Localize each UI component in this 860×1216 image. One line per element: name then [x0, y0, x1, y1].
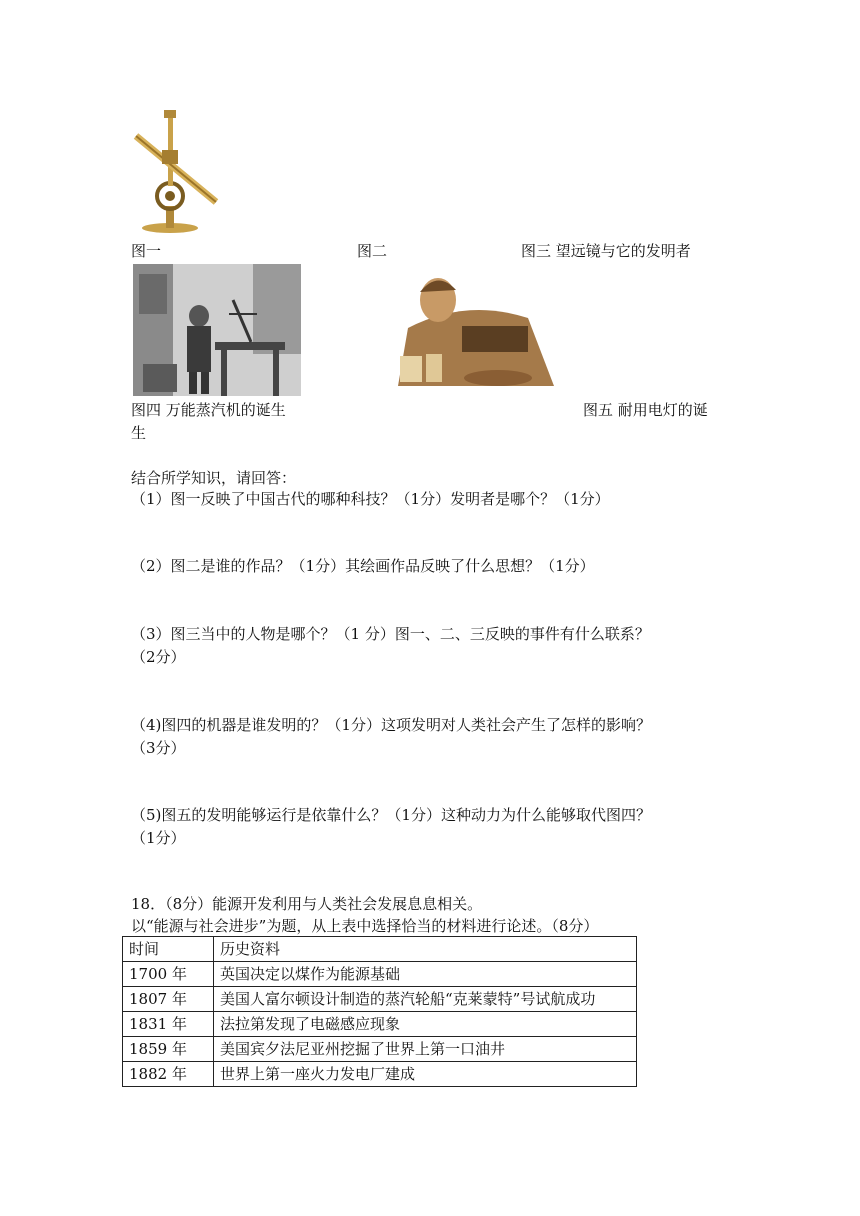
row-year: 1807 年 [123, 987, 214, 1012]
row-year: 1882 年 [123, 1062, 214, 1087]
telescope-image [128, 106, 224, 234]
table-row [123, 1062, 637, 1087]
row-year: 1859 年 [123, 1037, 214, 1062]
steam-engine-engraving [133, 264, 301, 396]
row-year: 1831 年 [123, 1012, 214, 1037]
row-text: 美国宾夕法尼亚州挖掘了世界上第一口油井 [214, 1037, 637, 1062]
question-18-heading: 18．（8分）能源开发利用与人类社会发展息息相关。 [131, 895, 483, 913]
column-header-time: 时间 [123, 937, 214, 962]
figure-5-caption: 图五 耐用电灯的诞 [583, 401, 708, 419]
edison-phonograph-photo [378, 268, 554, 386]
question-18-prompt: 以“能源与社会进步”为题，从上表中选择恰当的材料进行论述。（8分） [131, 917, 599, 935]
figure-2-caption: 图二 [357, 242, 388, 260]
table-row [123, 987, 637, 1012]
row-text: 美国人富尔顿设计制造的蒸汽轮船“克莱蒙特”号试航成功 [214, 987, 637, 1012]
row-text: 英国决定以煤作为能源基础 [214, 962, 637, 987]
question-4-cont: （3分） [131, 739, 186, 757]
history-table [122, 936, 637, 1087]
question-3: （3）图三当中的人物是哪个？（1 分）图一、二、三反映的事件有什么联系？ [131, 625, 650, 643]
figure-4-caption: 图四 万能蒸汽机的诞生 [131, 401, 286, 419]
row-text: 世界上第一座火力发电厂建成 [214, 1062, 637, 1087]
table-header-row [123, 937, 637, 962]
question-4: （4)图四的机器是谁发明的？（1分）这项发明对人类社会产生了怎样的影响？ [131, 716, 651, 734]
table-row [123, 1037, 637, 1062]
table-row [123, 1012, 637, 1037]
question-5-cont: （1分） [131, 829, 186, 847]
column-header-material: 历史资料 [214, 937, 637, 962]
figure-4-caption-wrap: 生 [131, 424, 147, 442]
row-year: 1700 年 [123, 962, 214, 987]
table-row [123, 962, 637, 987]
question-3-cont: （2分） [131, 648, 186, 666]
question-5: （5)图五的发明能够运行是依靠什么？（1分）这种动力为什么能够取代图四？ [131, 806, 651, 824]
instruction-text: 结合所学知识，请回答： [131, 469, 297, 487]
question-1: （1）图一反映了中国古代的哪种科技？（1分）发明者是哪个？（1分） [131, 490, 610, 508]
figure-1-caption: 图一 [131, 242, 162, 260]
row-text: 法拉第发现了电磁感应现象 [214, 1012, 637, 1037]
figure-3-caption: 图三 望远镜与它的发明者 [521, 242, 691, 260]
question-2: （2）图二是谁的作品？（1分）其绘画作品反映了什么思想？（1分） [131, 557, 595, 575]
